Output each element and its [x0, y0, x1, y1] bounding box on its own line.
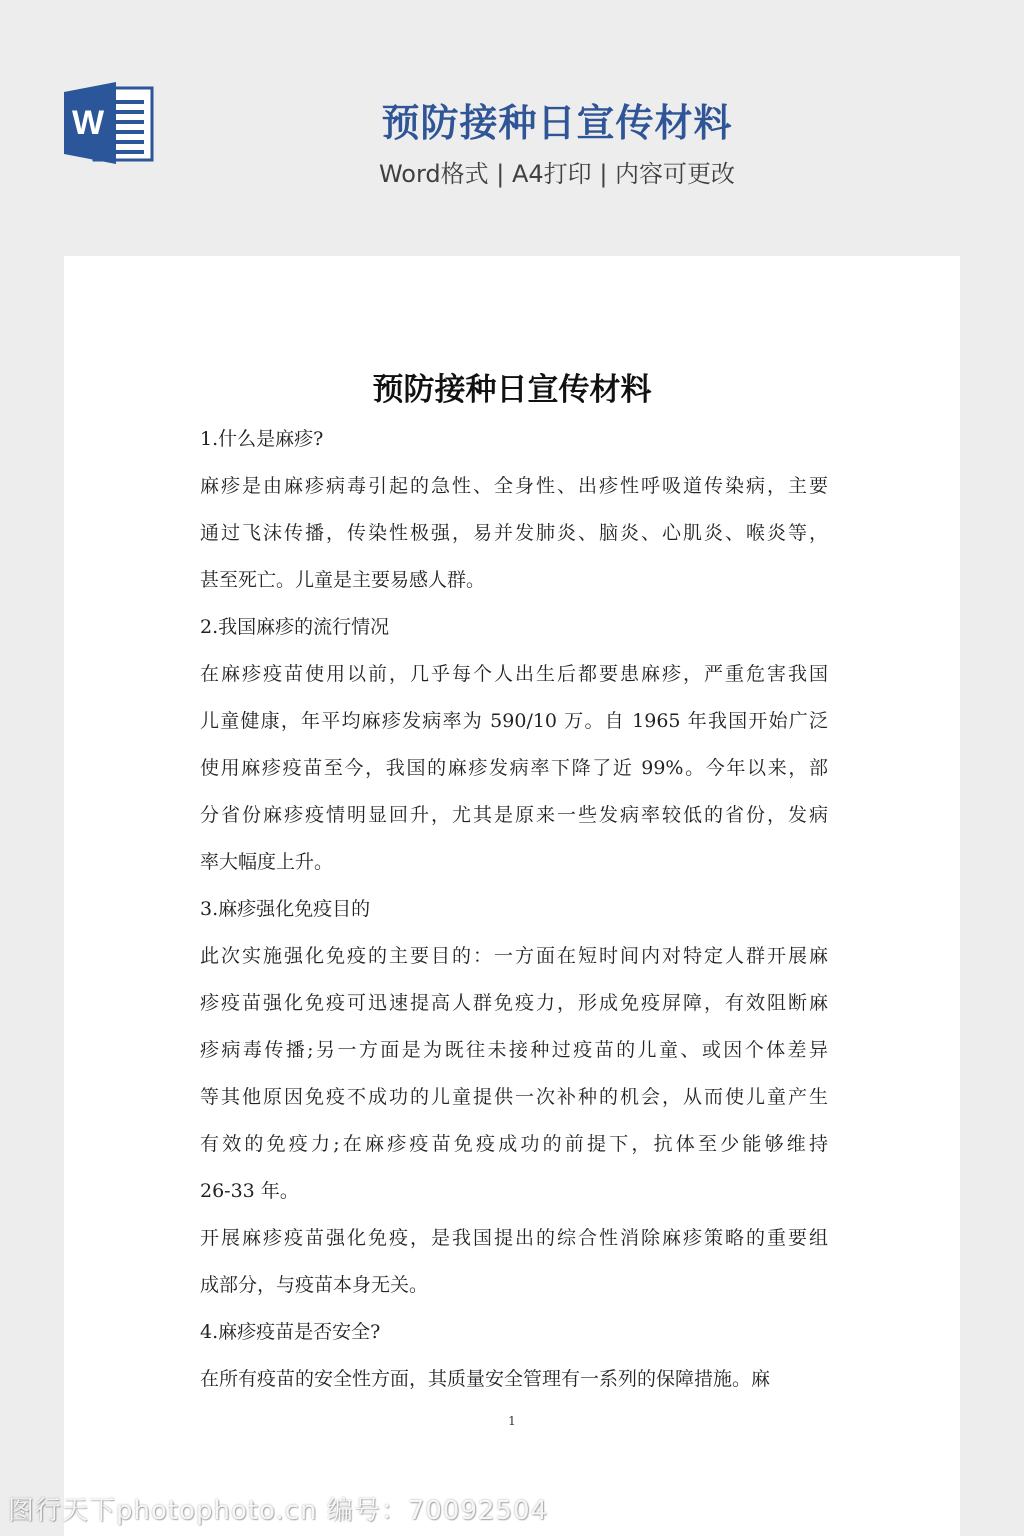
svg-text:W: W — [71, 104, 105, 142]
text-line: 4.麻疹疫苗是否安全? — [200, 1321, 381, 1343]
text-line: 成部分，与疫苗本身无关。 — [200, 1274, 429, 1296]
text-line: 在所有疫苗的安全性方面，其质量安全管理有一系列的保障措施。麻 — [200, 1368, 771, 1390]
text-line: 26-33 年。 — [200, 1180, 299, 1202]
banner-subtitle: Word格式 | A4打印 | 内容可更改 — [378, 160, 736, 188]
text-line: 儿童健康，年平均麻疹发病率为 590/10 万。自 1965 年我国开始广泛 — [200, 710, 828, 732]
text-line: 使用麻疹疫苗至今，我国的麻疹发病率下降了近 99%。今年以来，部 — [200, 757, 828, 779]
text-line: 分省份麻疹疫情明显回升，尤其是原来一些发病率较低的省份，发病 — [200, 804, 828, 826]
watermark-text: 图行天下photophoto.cn 编号：70092504 — [8, 1496, 549, 1526]
paragraph — [200, 463, 828, 604]
text-line: 疹病毒传播;另一方面是为既往未接种过疫苗的儿童、或因个体差异 — [200, 1039, 828, 1061]
text-line: 等其他原因免疫不成功的儿童提供一次补种的机会，从而使儿童产生 — [200, 1086, 828, 1108]
paragraph — [200, 651, 828, 886]
text-line: 甚至死亡。儿童是主要易感人群。 — [200, 569, 486, 591]
paragraph — [200, 933, 828, 1215]
paragraph — [200, 604, 828, 651]
word-document-icon — [64, 82, 156, 164]
text-line: 开展麻疹疫苗强化免疫，是我国提出的综合性消除麻疹策略的重要组 — [200, 1227, 828, 1249]
paragraph — [200, 416, 828, 463]
document-body — [200, 416, 828, 1403]
text-line: 疹疫苗强化免疫可迅速提高人群免疫力，形成免疫屏障，有效阻断麻 — [200, 992, 828, 1014]
paragraph — [200, 1215, 828, 1309]
text-line: 通过飞沫传播，传染性极强，易并发肺炎、脑炎、心肌炎、喉炎等， — [200, 522, 828, 544]
document-page — [64, 256, 960, 1536]
text-line: 此次实施强化免疫的主要目的：一方面在短时间内对特定人群开展麻 — [200, 945, 828, 967]
banner-title: 预防接种日宣传材料 — [381, 101, 733, 145]
page-number: 1 — [508, 1414, 516, 1428]
text-line: 3.麻疹强化免疫目的 — [200, 898, 371, 920]
text-line: 率大幅度上升。 — [200, 851, 334, 873]
text-line: 麻疹是由麻疹病毒引起的急性、全身性、出疹性呼吸道传染病，主要 — [200, 475, 828, 497]
header-banner — [0, 0, 1024, 230]
text-line: 1.什么是麻疹? — [200, 428, 324, 450]
paragraph — [200, 886, 828, 933]
text-line: 在麻疹疫苗使用以前，几乎每个人出生后都要患麻疹，严重危害我国 — [200, 663, 828, 685]
text-line: 2.我国麻疹的流行情况 — [200, 616, 390, 638]
paragraph — [200, 1356, 828, 1403]
document-title: 预防接种日宣传材料 — [372, 372, 652, 408]
paragraph — [200, 1309, 828, 1356]
text-line: 有效的免疫力;在麻疹疫苗免疫成功的前提下，抗体至少能够维持 — [200, 1133, 828, 1155]
